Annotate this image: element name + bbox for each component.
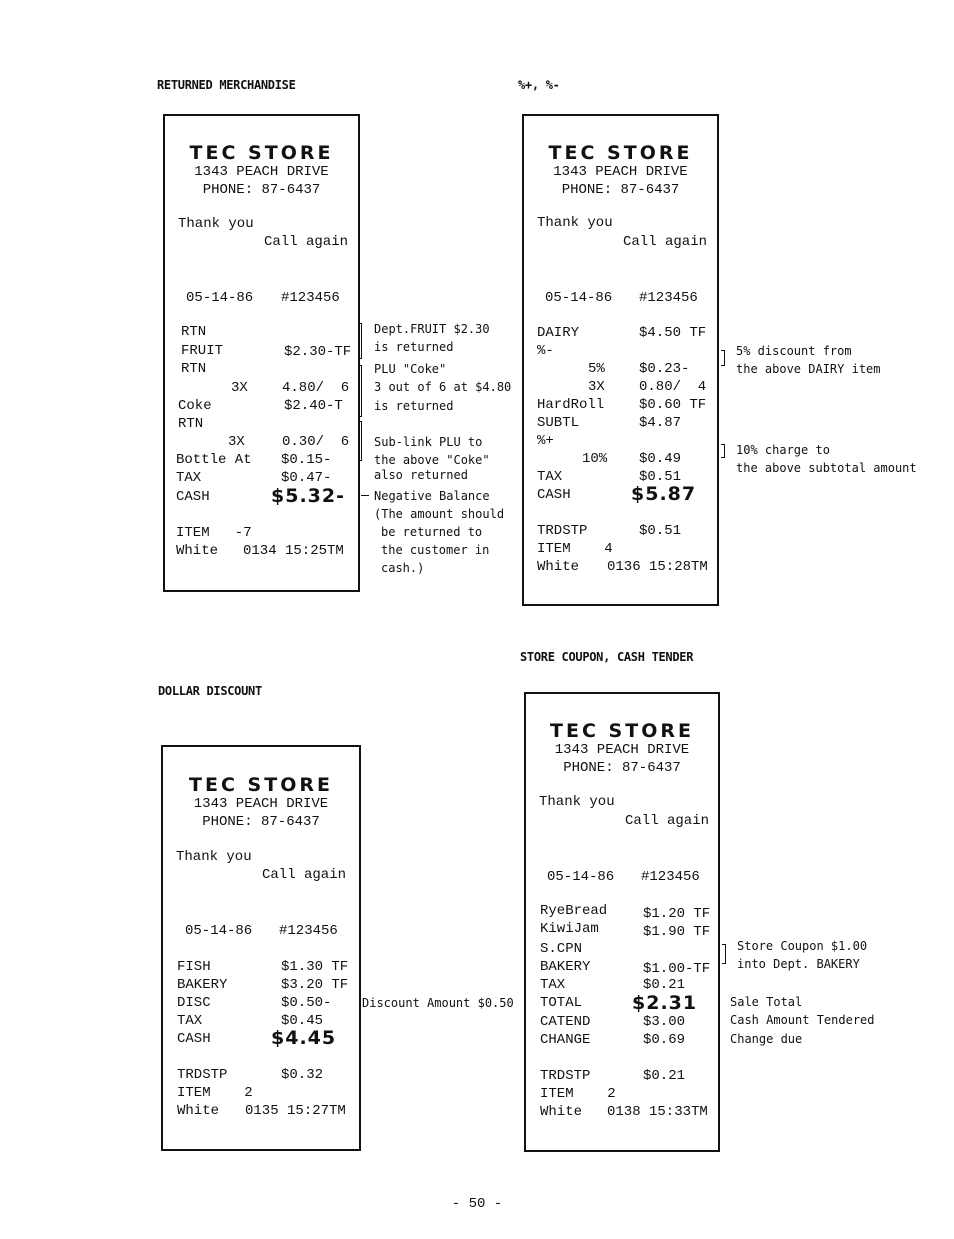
- clerk-name: White: [176, 543, 219, 559]
- note: the above DAIRY item: [736, 362, 881, 376]
- item-count: ITEM 2: [540, 1086, 616, 1102]
- clerk-name: White: [537, 559, 580, 575]
- note: also returned: [374, 468, 468, 482]
- note: cash.): [381, 561, 425, 575]
- line-label: RTN: [178, 416, 204, 432]
- thank-you: Thank you: [537, 215, 613, 231]
- store-address: 1343 PEACH DRIVE: [193, 796, 329, 812]
- line-label: TAX: [177, 1013, 203, 1029]
- line-qty: 3X: [588, 379, 605, 395]
- page-number: - 50 -: [451, 1196, 503, 1212]
- note: Sale Total: [730, 995, 803, 1009]
- receipt-footer: 0135 15:27TM: [245, 1103, 346, 1119]
- store-address: 1343 PEACH DRIVE: [553, 164, 688, 180]
- receipt-number: #123456: [639, 290, 698, 306]
- receipt-date: 05-14-86: [547, 869, 615, 885]
- receipt-number: #123456: [279, 923, 338, 939]
- line-amount: $0.51: [639, 469, 682, 485]
- store-name: TEC STORE: [189, 142, 334, 164]
- note: Sub-link PLU to: [374, 435, 483, 449]
- bracket: [358, 365, 362, 417]
- call-again: Call again: [623, 234, 708, 250]
- line-amount: $0.21: [643, 977, 686, 993]
- receipt-footer: 0134 15:25TM: [243, 543, 344, 559]
- line-qty: 3X: [231, 380, 248, 396]
- line-label: RyeBread: [540, 903, 608, 919]
- line-amount: 0.80/ 4: [639, 379, 707, 395]
- thank-you: Thank you: [178, 216, 254, 232]
- call-again: Call again: [264, 234, 349, 250]
- line-qty: 10%: [582, 451, 608, 467]
- line-label: CATEND: [540, 1014, 591, 1030]
- line-label: TRDSTP: [540, 1068, 591, 1084]
- thank-you: Thank you: [176, 849, 252, 865]
- line-amount: $0.32: [281, 1067, 324, 1083]
- line-label: S.CPN: [540, 941, 583, 957]
- line-amount: $2.40-T: [284, 398, 343, 414]
- section-title-coupon: STORE COUPON, CASH TENDER: [520, 650, 694, 664]
- cash-total: $4.45: [271, 1027, 337, 1049]
- line-label: TAX: [540, 977, 566, 993]
- note: the above subtotal amount: [736, 461, 917, 475]
- section-title-dollar: DOLLAR DISCOUNT: [158, 684, 262, 698]
- receipt-date: 05-14-86: [545, 290, 613, 306]
- note: is returned: [374, 340, 454, 354]
- store-phone: PHONE: 87-6437: [561, 182, 680, 198]
- line-label: RTN: [181, 361, 207, 377]
- store-name: TEC STORE: [189, 774, 333, 796]
- line-label: BAKERY: [177, 977, 228, 993]
- store-phone: PHONE: 87-6437: [202, 182, 321, 198]
- line-amount: $0.69: [643, 1032, 686, 1048]
- receipt-percent: [522, 114, 719, 606]
- line-amount: 4.80/ 6: [282, 380, 350, 396]
- line-amount: $2.30-TF: [284, 344, 352, 360]
- line-amount: $0.50-: [281, 995, 332, 1011]
- line-amount: $3.20 TF: [281, 977, 349, 993]
- line-amount: $3.00: [643, 1014, 686, 1030]
- line-label: KiwiJam: [540, 921, 599, 937]
- receipt-date: 05-14-86: [186, 290, 254, 306]
- note: Store Coupon $1.00: [737, 939, 868, 953]
- line-label: Coke: [178, 398, 212, 414]
- note: the above "Coke": [374, 453, 490, 467]
- note: 5% discount from: [736, 344, 852, 358]
- note: (The amount should: [374, 507, 505, 521]
- line-amount: $0.21: [643, 1068, 686, 1084]
- cash-total: $5.87: [631, 483, 697, 505]
- line-label: CASH: [177, 1031, 211, 1047]
- line-amount: $1.20 TF: [643, 906, 711, 922]
- line-amount: $1.30 TF: [281, 959, 349, 975]
- line-label: FRUIT: [181, 343, 224, 359]
- note: Discount Amount $0.50: [362, 996, 514, 1010]
- line-amount: $0.23-: [639, 361, 690, 377]
- note: be returned to: [381, 525, 483, 539]
- note: is returned: [374, 399, 454, 413]
- line-amount: $0.51: [639, 523, 682, 539]
- line-amount: $0.15-: [281, 452, 332, 468]
- note: 10% charge to: [736, 443, 830, 457]
- receipt-footer: 0138 15:33TM: [607, 1104, 708, 1120]
- line-qty: 5%: [588, 361, 605, 377]
- clerk-name: White: [540, 1104, 583, 1120]
- item-count: ITEM 4: [537, 541, 613, 557]
- store-phone: PHONE: 87-6437: [563, 760, 681, 776]
- store-phone: PHONE: 87-6437: [202, 814, 320, 830]
- call-again: Call again: [625, 813, 710, 829]
- line-label: CASH: [537, 487, 571, 503]
- line-label: FISH: [177, 959, 211, 975]
- line-amount: $4.87: [639, 415, 682, 431]
- receipt-footer: 0136 15:28TM: [607, 559, 708, 575]
- store-address: 1343 PEACH DRIVE: [194, 164, 329, 180]
- note: 3 out of 6 at $4.80: [374, 380, 512, 394]
- line-label: RTN: [181, 324, 207, 340]
- line-label: CHANGE: [540, 1032, 591, 1048]
- sale-total: $2.31: [632, 992, 698, 1014]
- section-title-percent: %+, %-: [518, 78, 560, 92]
- item-count: ITEM 2: [177, 1085, 253, 1101]
- leader-line: [361, 495, 369, 496]
- line-label: TAX: [176, 470, 202, 486]
- receipt-number: #123456: [281, 290, 340, 306]
- thank-you: Thank you: [539, 794, 615, 810]
- line-amount: $0.47-: [281, 470, 332, 486]
- line-qty: 3X: [228, 434, 245, 450]
- item-count: ITEM -7: [176, 525, 252, 541]
- clerk-name: White: [177, 1103, 220, 1119]
- receipt-coupon: [524, 692, 720, 1152]
- cash-total: $5.32-: [271, 485, 345, 507]
- note: into Dept. BAKERY: [737, 957, 860, 971]
- section-title-returned: RETURNED MERCHANDISE: [157, 78, 296, 92]
- line-label: SUBTL: [537, 415, 580, 431]
- bracket: [721, 350, 725, 366]
- store-address: 1343 PEACH DRIVE: [554, 742, 690, 758]
- line-label: DISC: [177, 995, 211, 1011]
- note: Negative Balance: [374, 489, 490, 503]
- store-name: TEC STORE: [548, 142, 693, 164]
- note: Change due: [730, 1032, 803, 1046]
- note: the customer in: [381, 543, 490, 557]
- line-label: TRDSTP: [537, 523, 588, 539]
- line-label: TRDSTP: [177, 1067, 228, 1083]
- receipt-returned: [163, 114, 360, 592]
- note: PLU "Coke": [374, 362, 447, 376]
- line-label: %-: [537, 343, 554, 359]
- receipt-dollar-discount: [161, 745, 361, 1151]
- bracket: [358, 421, 362, 461]
- bracket: [721, 444, 725, 458]
- call-again: Call again: [262, 867, 347, 883]
- line-label: DAIRY: [537, 325, 580, 341]
- store-name: TEC STORE: [550, 720, 694, 742]
- line-label: TAX: [537, 469, 563, 485]
- line-amount: $0.49: [639, 451, 682, 467]
- bracket: [358, 323, 362, 359]
- note: Cash Amount Tendered: [730, 1013, 875, 1027]
- line-amount: $1.90 TF: [643, 924, 711, 940]
- line-amount: $0.45: [281, 1013, 324, 1029]
- line-label: HardRoll: [537, 397, 605, 413]
- line-amount: $1.00-TF: [643, 961, 711, 977]
- line-label: CASH: [176, 489, 210, 505]
- line-amount: $0.60 TF: [639, 397, 707, 413]
- line-label: BAKERY: [540, 959, 591, 975]
- note: Dept.FRUIT $2.30: [374, 322, 490, 336]
- line-amount: $4.50 TF: [639, 325, 707, 341]
- line-amount: 0.30/ 6: [282, 434, 350, 450]
- receipt-number: #123456: [641, 869, 700, 885]
- line-label: %+: [537, 433, 554, 449]
- line-label: Bottle At: [176, 452, 252, 468]
- receipt-date: 05-14-86: [185, 923, 253, 939]
- line-label: TOTAL: [540, 995, 583, 1011]
- bracket: [722, 944, 726, 964]
